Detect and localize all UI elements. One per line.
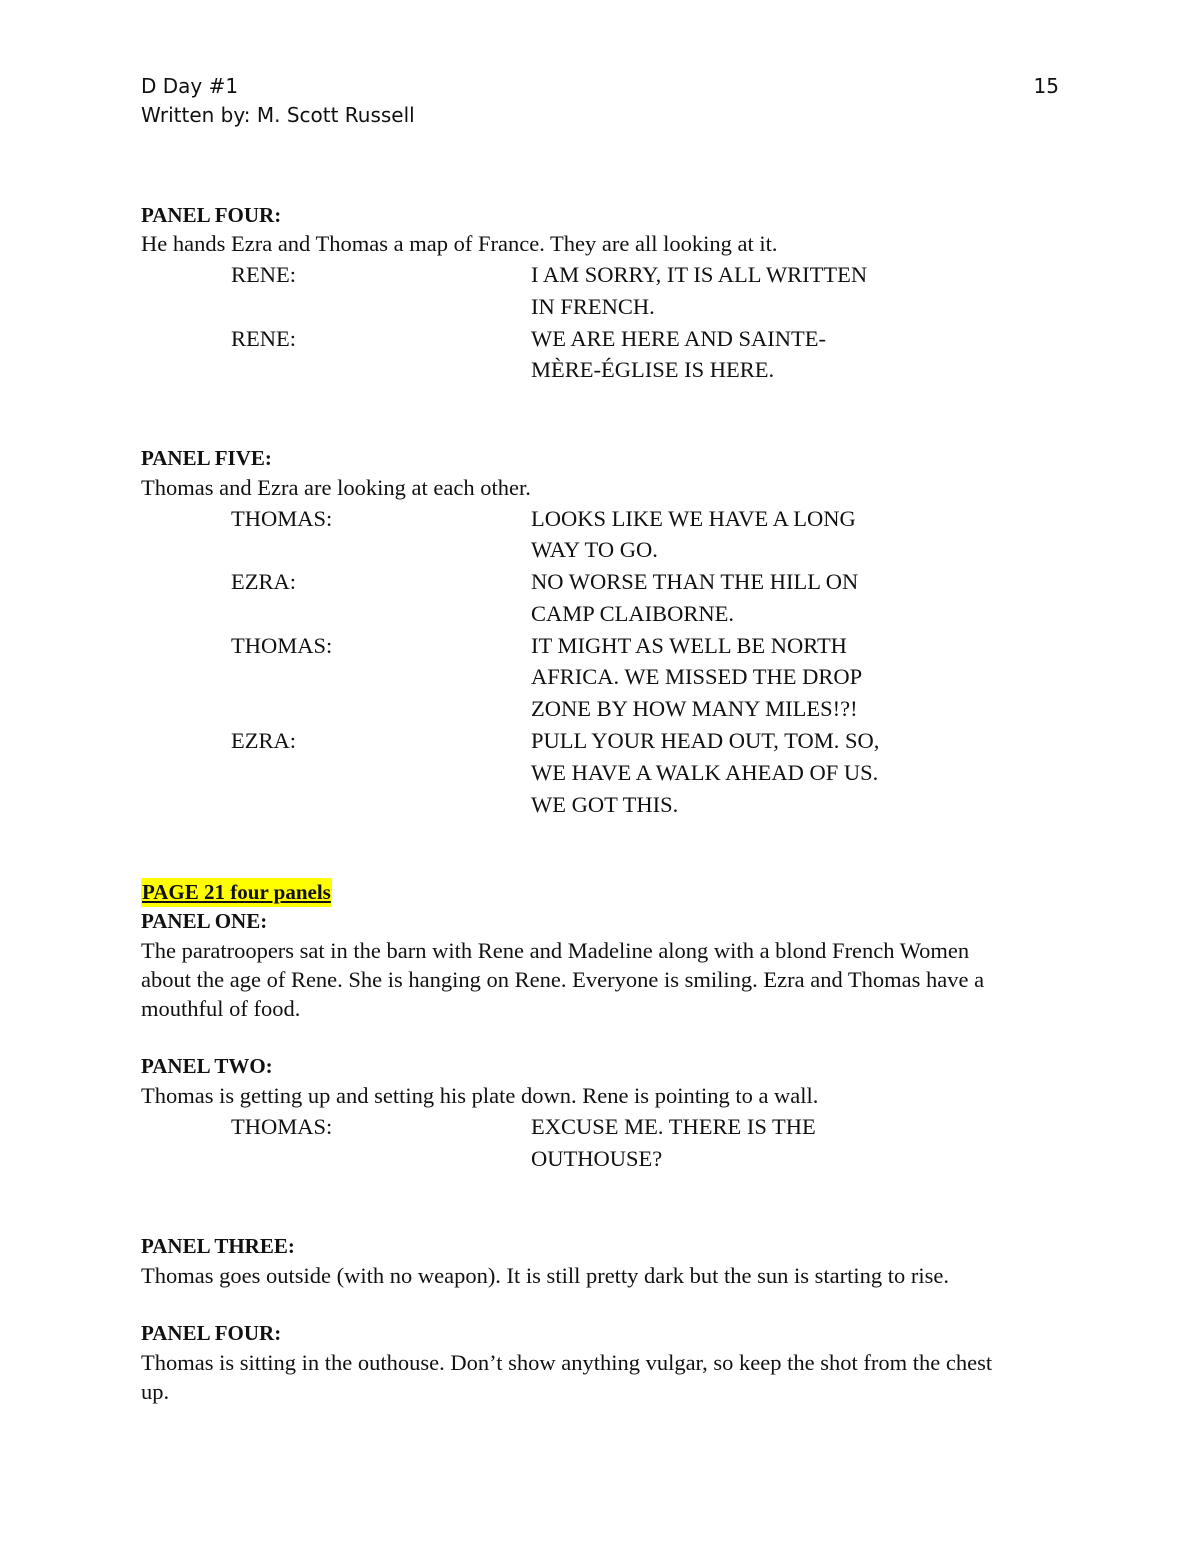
dialogue-line: WE ARE HERE AND SAINTE- [531, 326, 826, 351]
panel-description: Thomas and Ezra are looking at each other. [141, 475, 531, 500]
panel-description: Thomas is getting up and setting his plate down. Rene is pointing to a wall. [141, 1083, 819, 1108]
dialogue-line: WAY TO GO. [531, 537, 658, 562]
dialogue-line: NO WORSE THAN THE HILL ON [531, 569, 859, 594]
dialogue-speaker: THOMAS: [231, 633, 333, 658]
panel-label: PANEL ONE: [141, 909, 268, 933]
panel-description-line: The paratroopers sat in the barn with Rene and Madeline along with a blond French Women [141, 938, 970, 963]
page-number: 15 [1033, 74, 1059, 98]
panel-description-line: mouthful of food. [141, 996, 301, 1021]
panel-description-line: Thomas is sitting in the outhouse. Don’t show anything vulgar, so keep the shot from the chest [141, 1350, 993, 1375]
dialogue-line: IT MIGHT AS WELL BE NORTH [531, 633, 847, 658]
panel-description-line: about the age of Rene. She is hanging on Rene. Everyone is smiling. Ezra and Thomas have a [141, 967, 985, 992]
panel-label: PANEL FOUR: [141, 1321, 282, 1345]
dialogue-speaker: RENE: [231, 326, 296, 351]
panel-label: PANEL THREE: [141, 1234, 295, 1258]
panel-description-line: up. [141, 1379, 170, 1404]
dialogue-line: WE HAVE A WALK AHEAD OF US. [531, 760, 879, 785]
dialogue-speaker: THOMAS: [231, 506, 333, 531]
dialogue-speaker: THOMAS: [231, 1114, 333, 1139]
panel-label: PANEL FIVE: [141, 446, 272, 470]
panel-description: Thomas goes outside (with no weapon). It is still pretty dark but the sun is starting to rise. [141, 1263, 950, 1288]
page-header [141, 72, 1059, 130]
panel-label: PANEL TWO: [141, 1054, 273, 1078]
dialogue-speaker: EZRA: [231, 569, 296, 594]
dialogue-line: AFRICA. WE MISSED THE DROP [531, 664, 863, 689]
dialogue-line: IN FRENCH. [531, 294, 655, 319]
dialogue-line: EXCUSE ME. THERE IS THE [531, 1114, 816, 1139]
page-heading: PAGE 21 four panels [141, 878, 332, 907]
dialogue-line: OUTHOUSE? [531, 1146, 663, 1171]
document-title: D Day #1 [141, 74, 239, 98]
dialogue-line: I AM SORRY, IT IS ALL WRITTEN [531, 262, 868, 287]
panel-description: He hands Ezra and Thomas a map of France. They are all looking at it. [141, 231, 778, 256]
dialogue-line: PULL YOUR HEAD OUT, TOM. SO, [531, 728, 880, 753]
dialogue-line: WE GOT THIS. [531, 792, 679, 817]
dialogue-speaker: EZRA: [231, 728, 296, 753]
dialogue-line: ZONE BY HOW MANY MILES!?! [531, 696, 858, 721]
panel-label: PANEL FOUR: [141, 203, 282, 227]
dialogue-line: LOOKS LIKE WE HAVE A LONG [531, 506, 856, 531]
author-line: Written by: M. Scott Russell [141, 103, 415, 127]
dialogue-line: MÈRE-ÉGLISE IS HERE. [531, 357, 775, 382]
dialogue-line: CAMP CLAIBORNE. [531, 601, 734, 626]
dialogue-speaker: RENE: [231, 262, 296, 287]
